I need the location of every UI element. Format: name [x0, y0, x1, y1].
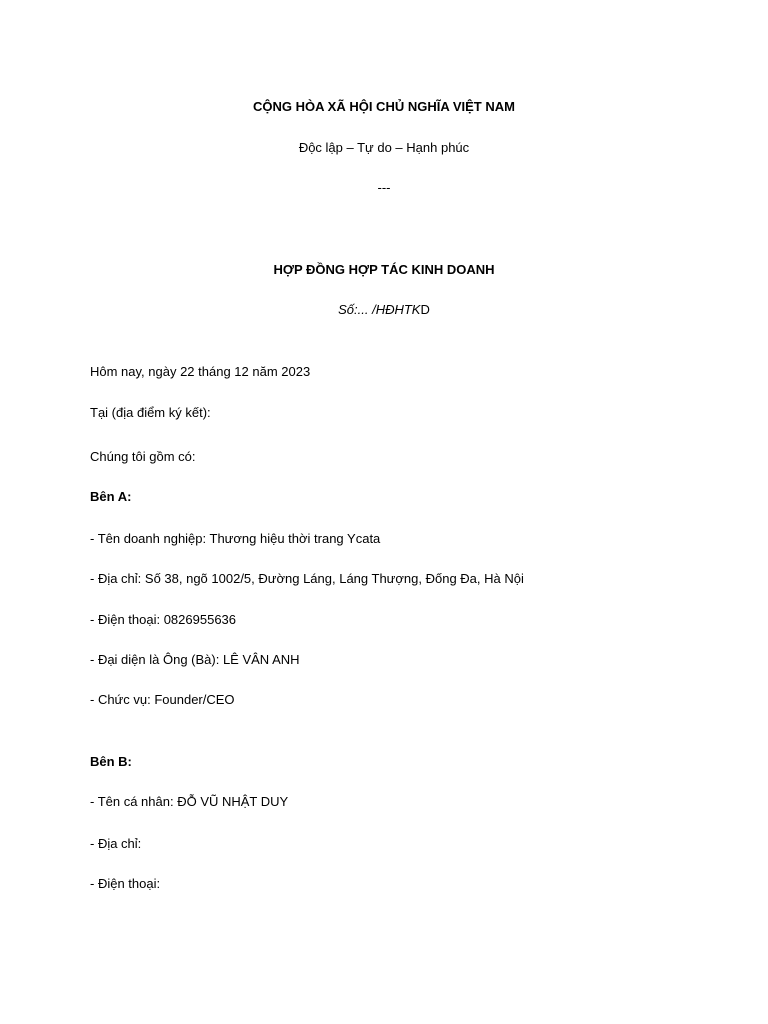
- party-a-heading: Bên A:: [90, 489, 132, 504]
- party-a-company: - Tên doanh nghiệp: Thương hiệu thời trang Ycata: [90, 531, 381, 546]
- party-b-heading: Bên B:: [90, 754, 132, 769]
- country-heading: CỘNG HÒA XÃ HỘI CHỦ NGHĨA VIỆT NAM: [253, 99, 515, 114]
- contract-title: HỢP ĐỒNG HỢP TÁC KINH DOANH: [273, 262, 495, 277]
- party-a-address: - Địa chỉ: Số 38, ngõ 1002/5, Đường Láng, Láng Thượng, Đống Đa, Hà Nội: [90, 571, 524, 586]
- contract-number-prefix: Số:... /HĐHTK: [338, 302, 421, 317]
- party-a-position: - Chức vụ: Founder/CEO: [90, 692, 235, 707]
- header-separator: ---: [377, 180, 391, 195]
- party-a-representative: - Đại diện là Ông (Bà): LÊ VÂN ANH: [90, 652, 300, 667]
- contract-number-suffix: D: [420, 302, 430, 317]
- date-line: Hôm nay, ngày 22 tháng 12 năm 2023: [90, 364, 311, 379]
- national-motto: Độc lập – Tự do – Hạnh phúc: [298, 140, 470, 155]
- place-line: Tại (địa điểm ký kết):: [90, 405, 211, 420]
- party-b-address: - Địa chỉ:: [90, 836, 142, 851]
- party-a-phone: - Điện thoại: 0826955636: [90, 612, 237, 627]
- party-b-phone: - Điện thoại:: [90, 876, 161, 891]
- party-b-name: - Tên cá nhân: ĐỖ VŨ NHẬT DUY: [90, 794, 289, 809]
- parties-intro: Chúng tôi gồm có:: [90, 449, 196, 464]
- contract-number: [0, 302, 768, 318]
